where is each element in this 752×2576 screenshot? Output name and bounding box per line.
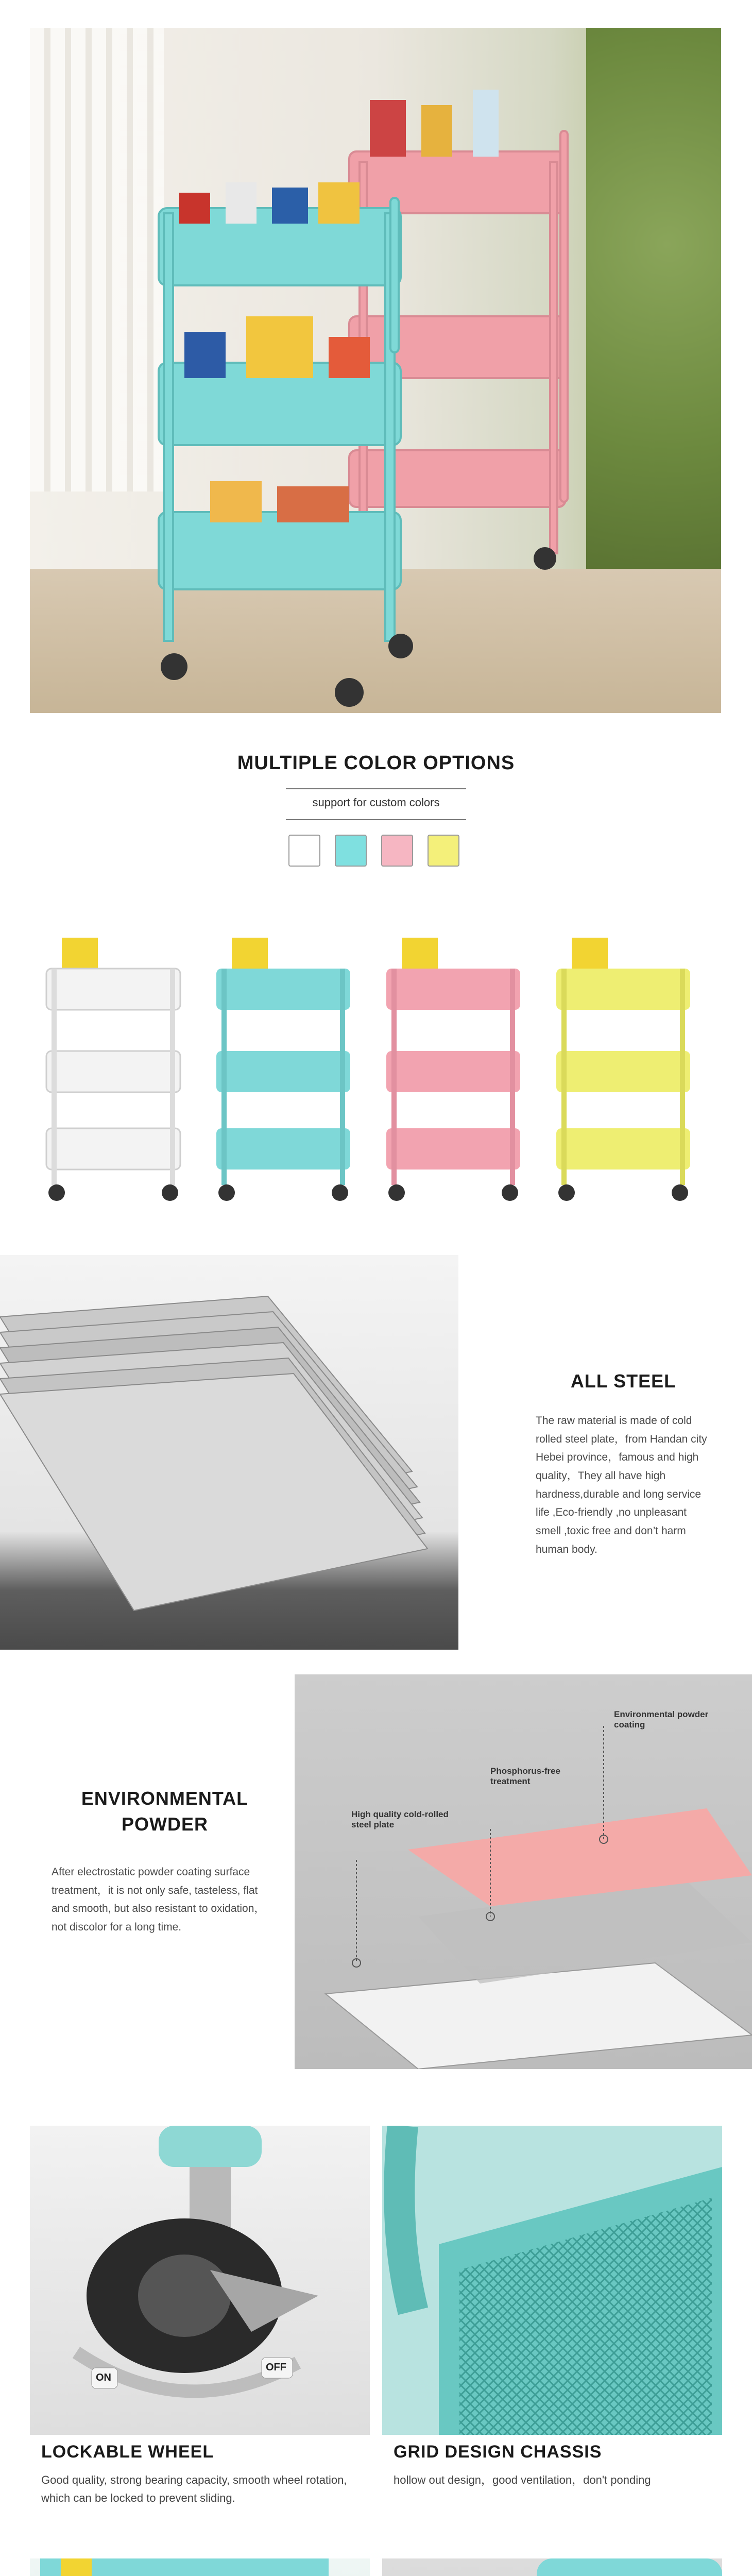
powder-title-line1: ENVIRONMENTAL [81,1788,249,1809]
lockable-wheel-body: Good quality, strong bearing capacity, smooth wheel rotation, which can be locked to prevent sliding. [41,2473,347,2505]
swatch-white[interactable] [288,835,320,867]
divider [286,819,466,820]
steel-sheets-image [0,1255,458,1650]
color-carts-row [31,922,721,1211]
pink-cart-small [386,938,520,1201]
pink-cart [349,131,568,553]
white-cart [46,938,180,1201]
layer-label-coating: Environmental powder coating [614,1709,709,1730]
powder-body: After electrostatic powder coating surface treatment，it is not only safe, tasteless, flat and smooth, but also resistant to oxidation，not discolor for a long time. [52,1866,265,1934]
hero-carts-illustration [30,28,721,713]
teal-cart-small [216,938,350,1201]
all-steel-body: The raw material is made of cold rolled steel plate，from Handan city Hebei province，famous and high quality，They all have high hardness,durable and long service life ,Eco-friendly ,no unpleasant smell ,toxic free and don’t harm human body. [536,1415,707,1555]
round-corner-image [30,2558,370,2576]
grid-chassis-body: hollow out design，good ventilation，don't ponding [394,2473,651,2486]
powder-title-line2: POWDER [122,1814,208,1835]
color-options-title: MULTIPLE COLOR OPTIONS [237,752,515,774]
lockable-wheel-image [30,2126,370,2435]
lockable-wheel-title: LOCKABLE WHEEL [41,2442,214,2462]
swatch-yellow[interactable] [428,835,459,867]
grid-chassis-image [382,2126,722,2435]
grid-chassis-title: GRID DESIGN CHASSIS [394,2442,602,2462]
powder-layers-image [295,1674,752,2069]
color-options-subtitle: support for custom colors [312,796,440,809]
swatch-pink[interactable] [381,835,413,867]
yellow-cart-small [556,938,690,1201]
powder-title [62,1786,268,1838]
layer-label-treatment: Phosphorus-free treatment [490,1766,561,1787]
layer-label-steel: High quality cold-rolled steel plate [351,1809,449,1830]
divider [286,788,466,789]
swatch-teal[interactable] [335,835,367,867]
hero-image [30,28,721,713]
circular-arc-image [382,2558,722,2576]
all-steel-title: ALL STEEL [570,1370,676,1392]
teal-cart [159,198,401,641]
lock-on-label: ON [96,2372,111,2383]
lock-off-label: OFF [266,2362,286,2373]
